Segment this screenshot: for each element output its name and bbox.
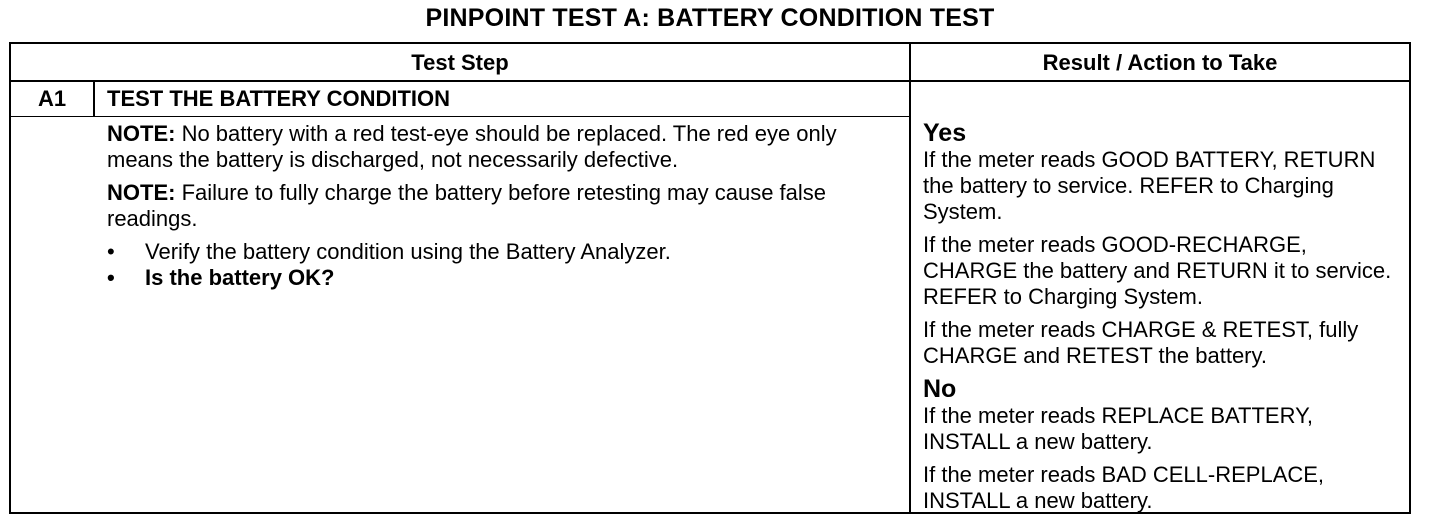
- note-label: NOTE:: [107, 180, 176, 205]
- step-bullet-list: [107, 239, 897, 291]
- yes-result-item: If the meter reads GOOD BATTERY, RETURN the battery to service. REFER to Charging System.: [923, 147, 1376, 224]
- bullet-item: [107, 239, 897, 265]
- step-id: A1: [37, 86, 67, 111]
- no-result-item: If the meter reads BAD CELL-REPLACE, INSTALL a new battery.: [923, 462, 1325, 513]
- note-text: Failure to fully charge the battery before retesting may cause false readings.: [107, 180, 827, 231]
- pinpoint-test-table: [9, 42, 1411, 514]
- no-result-item: If the meter reads REPLACE BATTERY, INSTALL a new battery.: [923, 403, 1314, 454]
- note-text: No battery with a red test-eye should be replaced. The red eye only means the battery is discharged, not necessarily defective.: [107, 121, 837, 172]
- step-title: TEST THE BATTERY CONDITION: [107, 86, 451, 111]
- bullet-text: Verify the battery condition using the Battery Analyzer.: [145, 239, 671, 264]
- note-paragraph: [107, 121, 897, 173]
- bullet-icon: •: [107, 265, 115, 290]
- column-divider: [909, 44, 911, 512]
- result-body: [923, 120, 1405, 521]
- header-result-action: Result / Action to Take: [1042, 50, 1278, 75]
- no-heading: No: [923, 375, 957, 403]
- bullet-icon: •: [107, 239, 115, 264]
- note-paragraph: [107, 180, 897, 232]
- yes-heading: Yes: [923, 119, 967, 147]
- bullet-item: [107, 265, 897, 291]
- yes-result-item: If the meter reads CHARGE & RETEST, fully CHARGE and RETEST the battery.: [923, 317, 1359, 368]
- note-label: NOTE:: [107, 121, 176, 146]
- step-body: [107, 121, 897, 291]
- yes-result-item: If the meter reads GOOD-RECHARGE, CHARGE the battery and RETURN it to service. REFER to Charging System.: [923, 232, 1392, 309]
- bullet-question: Is the battery OK?: [145, 265, 335, 290]
- header-test-step: Test Step: [411, 50, 509, 75]
- page-title: PINPOINT TEST A: BATTERY CONDITION TEST: [425, 4, 995, 32]
- step-id-divider: [93, 81, 95, 117]
